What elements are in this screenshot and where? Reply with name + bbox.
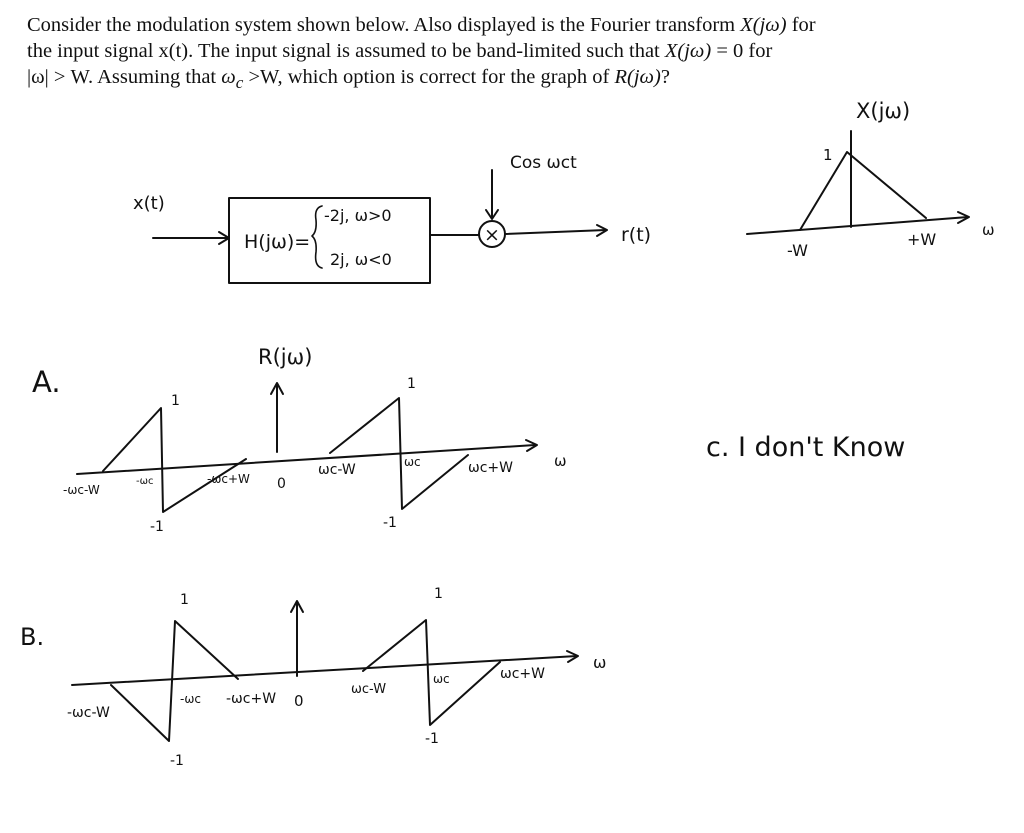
spectrum-triangle xyxy=(800,152,926,230)
option-b-letter: B. xyxy=(20,623,45,651)
spectrum-title: X(jω) xyxy=(856,99,911,123)
spectrum-axis-label: ω xyxy=(982,221,995,239)
option-a-tick-6: ωc xyxy=(404,455,421,469)
option-b-tick-3: -ωc+W xyxy=(226,691,277,707)
filter-brace xyxy=(312,206,322,268)
option-b-tick-1: -ωc-W xyxy=(67,705,110,721)
option-b-tick-6: ωc xyxy=(433,672,450,686)
spectrum-peak-label: 1 xyxy=(823,146,833,164)
option-b-left-trough: -1 xyxy=(170,753,184,769)
option-a-tick-7: ωc+W xyxy=(468,460,513,476)
option-a-left-peak: 1 xyxy=(171,393,180,409)
option-b-right-trough: -1 xyxy=(425,731,439,747)
option-a-left-lobe xyxy=(103,408,246,512)
input-label: x(t) xyxy=(133,193,165,214)
option-b-right-lobe xyxy=(363,620,500,725)
option-a-tick-2: -ωc xyxy=(136,476,154,487)
filter-case-positive: -2j, ω>0 xyxy=(324,206,392,225)
question-line-2: the input signal x(t). The input signal is assumed to be band-limited such that X(jω) = 0 for xyxy=(27,40,773,62)
system-diagram xyxy=(133,153,651,283)
option-a-tick-4: 0 xyxy=(277,476,286,492)
carrier-label: Cos ωct xyxy=(510,153,577,173)
option-b-axis-label: ω xyxy=(593,653,607,672)
option-a-axis xyxy=(77,445,535,474)
option-a-right-peak: 1 xyxy=(407,376,416,392)
spectrum-right-label: +W xyxy=(907,230,937,249)
multiplier-symbol: × xyxy=(484,224,500,246)
option-a-letter: A. xyxy=(32,365,61,399)
output-arrow xyxy=(505,230,606,234)
input-spectrum xyxy=(747,99,995,260)
option-b-tick-4: 0 xyxy=(294,692,304,710)
option-a-left-trough: -1 xyxy=(150,519,164,535)
option-c: c. I don't Know xyxy=(706,432,906,463)
filter-case-negative: 2j, ω<0 xyxy=(330,250,392,269)
option-a-tick-5: ωc-W xyxy=(318,462,356,478)
option-a-title: R(jω) xyxy=(258,345,313,369)
question-line-3: |ω| > W. Assuming that $\omega_c >W$, which option is correct for the graph of R(jω)? xyxy=(27,66,670,93)
option-a-tick-1: -ωc-W xyxy=(63,483,100,497)
option-b-tick-2: -ωc xyxy=(180,692,201,706)
option-b-right-peak: 1 xyxy=(434,586,443,602)
option-a-right-trough: -1 xyxy=(383,515,397,531)
spectrum-left-label: -W xyxy=(787,241,808,260)
question-line-1: Consider the modulation system shown below. Also displayed is the Fourier transform X(jω) for xyxy=(27,14,816,36)
option-b-tick-7: ωc+W xyxy=(500,666,545,682)
option-b xyxy=(20,586,606,769)
option-a-tick-3: -ωc+W xyxy=(207,472,250,486)
option-b-left-peak: 1 xyxy=(180,592,189,608)
output-label: r(t) xyxy=(621,224,652,246)
filter-label: H(jω)= xyxy=(244,231,311,253)
option-b-tick-5: ωc-W xyxy=(351,682,387,697)
option-a-axis-label: ω xyxy=(554,452,567,470)
option-a xyxy=(32,345,567,535)
